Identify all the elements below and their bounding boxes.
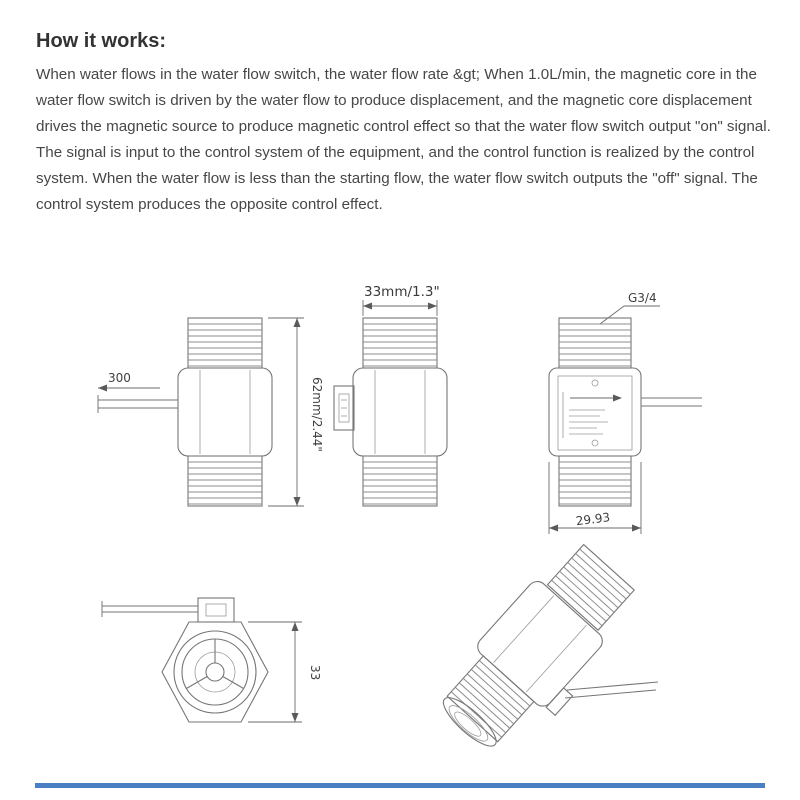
sensor-wires [641, 398, 702, 406]
hex-size-dimension [248, 622, 322, 722]
turbine-rotor [174, 631, 256, 713]
side-view-drawing [98, 318, 324, 506]
height-label: 62mm/2.44" [310, 377, 324, 452]
hex-body [474, 577, 607, 710]
thread-section-top [559, 318, 631, 368]
hex-outline [162, 622, 268, 722]
page-title: How it works: [36, 30, 167, 52]
sensor-wires [565, 682, 658, 698]
sensor-wires [102, 601, 198, 617]
thread-section-bottom [363, 456, 437, 506]
thread-spec-callout [600, 291, 660, 324]
width-label: 33mm/1.3" [364, 284, 440, 300]
wire-length-label: 300 [108, 371, 131, 385]
back-view-drawing [549, 291, 702, 534]
thread-section-bottom [188, 456, 262, 506]
thread-section-top [188, 318, 262, 368]
hex-body [353, 368, 447, 456]
connector-detail [334, 386, 354, 430]
hex-body [178, 368, 272, 456]
height-dimension [268, 318, 324, 506]
description-text: When water flows in the water flow switch, the water flow rate &gt; When 1.0L/min, the magnetic core in the water flow switch is driven by the water flow to produce displacement, and the magnetic core displacement drives the magnetic source to produce magnetic control effect so that the water flow switch output "on" signal. The signal is input to the control system of the equipment, and the control function is realized by the control system. When the water flow is less than the starting flow, the water flow switch outputs the "off" signal. The control system produces the opposite control effect. [36, 66, 771, 213]
end-view-drawing [102, 598, 322, 722]
body-width-label: 29.93 [575, 510, 611, 529]
hex-size-label: 33 [308, 665, 322, 681]
connector-detail [198, 598, 234, 622]
wire-length-dimension [98, 371, 160, 392]
sensor-wires [98, 395, 178, 413]
footer-accent-bar [35, 783, 765, 788]
isometric-view-drawing [427, 536, 658, 770]
thread-spec-label: G3/4 [628, 291, 657, 305]
thread-section-bottom [559, 456, 631, 506]
connector-tab [546, 688, 572, 715]
flow-direction-arrow [570, 395, 622, 402]
width-dimension [363, 284, 440, 316]
thread-section-far [548, 545, 635, 631]
label-plate [558, 376, 632, 450]
front-view-drawing [334, 284, 447, 506]
thread-section-top [363, 318, 437, 368]
